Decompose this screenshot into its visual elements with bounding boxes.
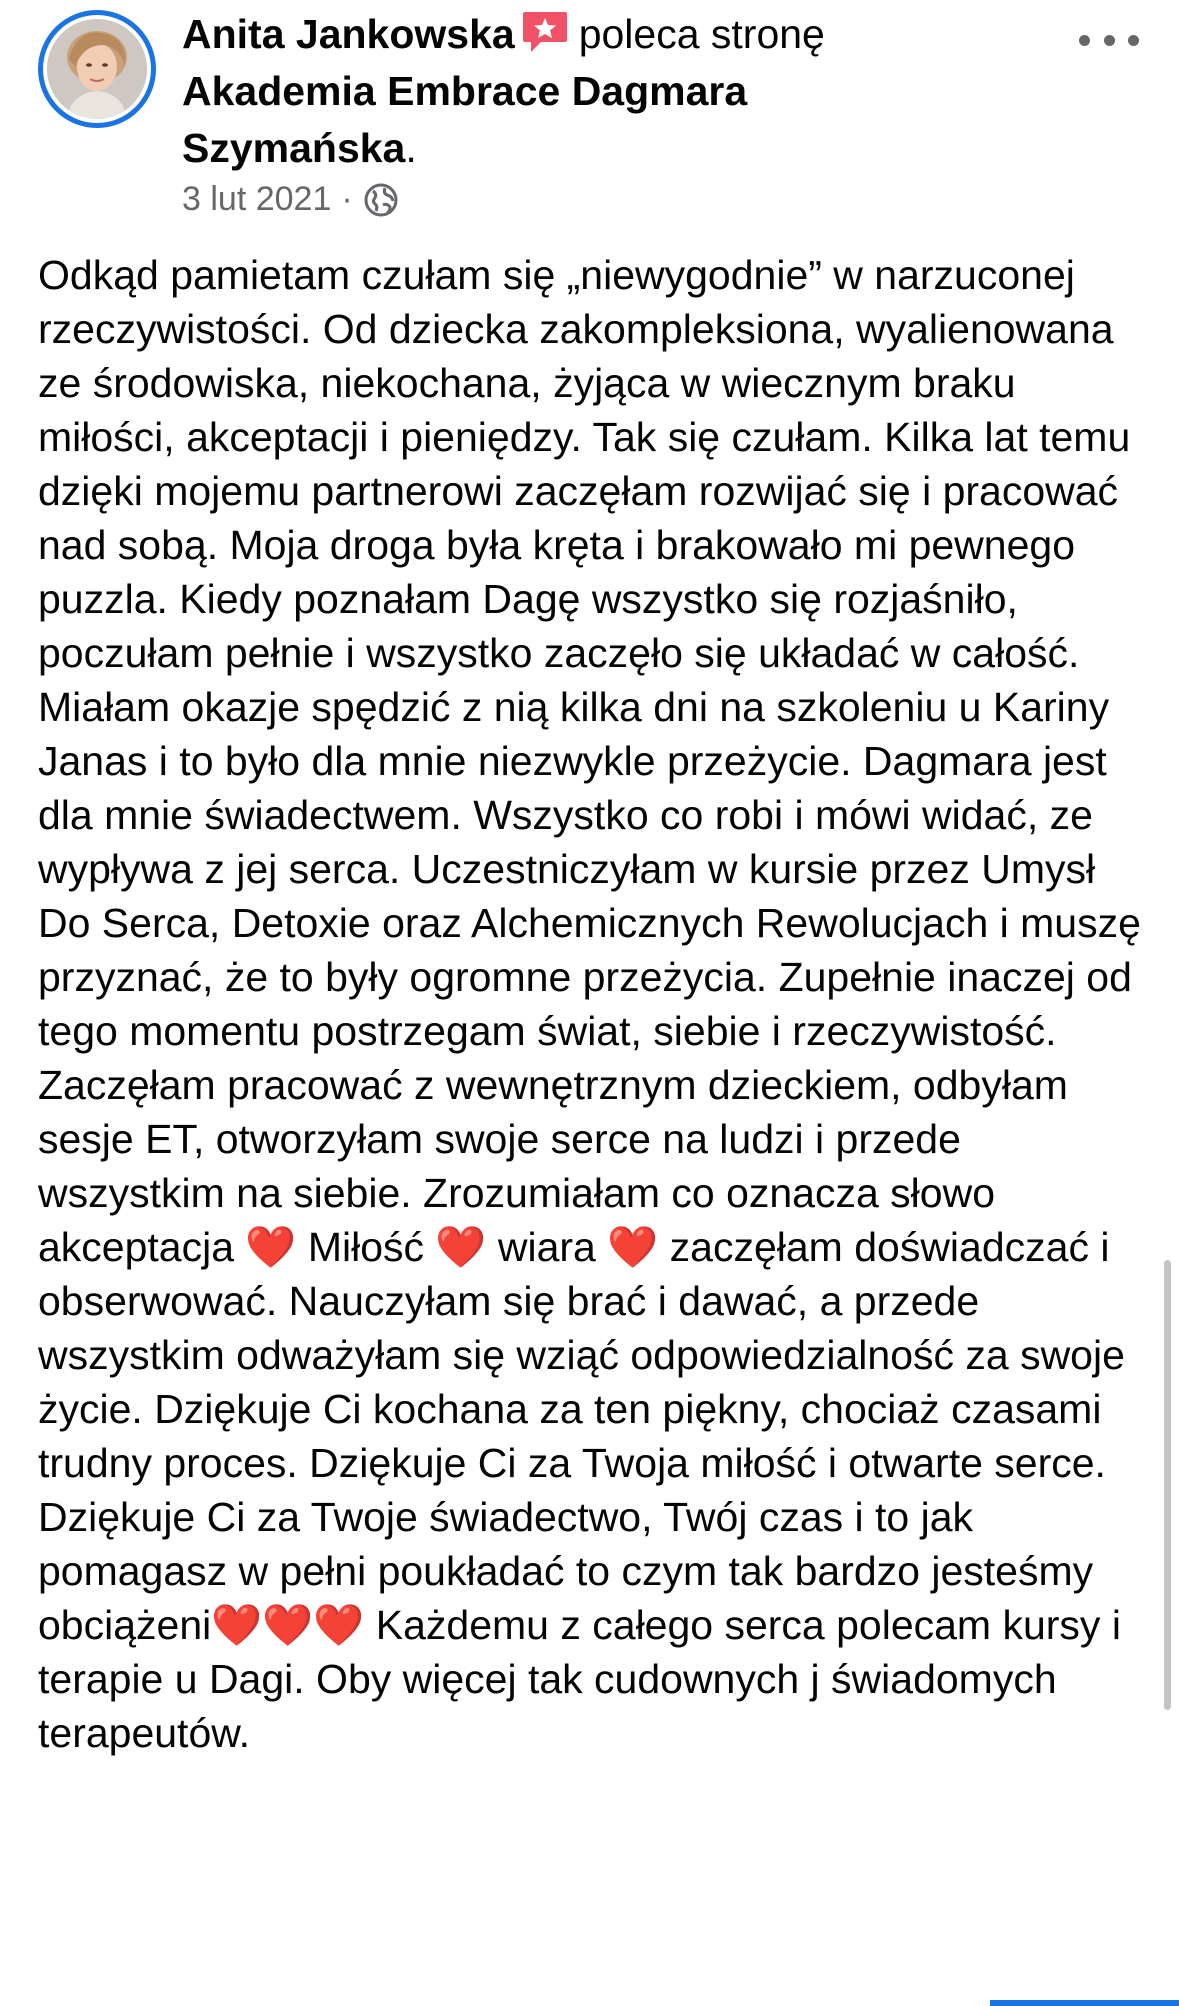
recommended-page-link[interactable]: Akademia Embrace Dagmara Szymańska [182, 68, 748, 171]
post-meta [182, 180, 399, 219]
avatar-portrait-icon [47, 19, 147, 119]
globe-icon[interactable] [363, 182, 399, 218]
rising-star-badge-icon[interactable] [521, 10, 569, 54]
author-name-link[interactable]: Anita Jankowska [182, 11, 515, 57]
bottom-indicator [990, 2000, 1179, 2006]
post-text: Odkąd pamietam czułam się „niewygodnie” w narzuconej rzeczywistości. Od dziecka zakompleksiona, wyalienowana ze środowiska, niekochana, żyjąca w wiecznym braku miłości, akceptacji i pieniędzy. Tak się czułam. Kilka lat temu dzięki mojemu partnerowi zaczęłam rozwijać się i pracować nad sobą. Moja droga była kręta i brakowało mi pewnego puzzla. Kiedy poznałam Dagę wszystko się rozjaśniło, poczułam pełnie i wszystko zaczęło się układać w całość. Miałam okazje spędzić z nią kilka dni na szkoleniu u Kariny Janas i to było dla mnie niezwykle przeżycie. Dagmara jest dla mnie świadectwem. Wszystko co robi i mówi widać, ze wypływa z jej serca. Uczestniczyłam w kursie przez Umysł Do Serca, Detoxie oraz Alchemicznych Rewolucjach i muszę przyznać, że to były ogromne przeżycia. Zupełnie inaczej od tego momentu postrzegam świat, siebie i rzeczywistość. Zaczęłam pracować z wewnętrznym dzieckiem, odbyłam sesje ET, otworzyłam swoje serce na ludzi i przede wszystkim na siebie. Zrozumiałam co oznacza słowo akceptacja ❤️ Miłość ❤️ wiara ❤️ zaczęłam doświadczać i obserwować. Nauczyłam się brać i dawać, a przede wszystkim odważyłam się wziąć odpowiedzialność za swoje życie. Dziękuje Ci kochana za ten piękny, chociaż czasami trudny proces. Dziękuje Ci za Twoja miłość i otwarte serce. Dziękuje Ci za Twoje świadectwo, Twój czas i to jak pomagasz w pełni poukładać to czym tak bardzo jesteśmy obciążeni❤️❤️❤️ Każdemu z całego serca polecam kursy i terapie u Dagi. Oby więcej tak cudownych j świadomych terapeutów. [38, 252, 1153, 1756]
avatar-image [47, 19, 147, 119]
more-options-icon [1079, 35, 1090, 46]
page-name-suffix: . [405, 125, 417, 171]
scrollbar[interactable] [1164, 1260, 1171, 1710]
recommends-text: poleca stronę [578, 11, 825, 57]
more-options-button[interactable] [1079, 22, 1139, 58]
post-header [182, 6, 942, 177]
author-avatar[interactable] [38, 10, 156, 128]
more-options-icon-dot [1128, 35, 1139, 46]
meta-separator: · [341, 180, 353, 218]
more-options-icon-dot [1104, 35, 1115, 46]
post-date-link[interactable]: 3 lut 2021 [182, 180, 332, 218]
